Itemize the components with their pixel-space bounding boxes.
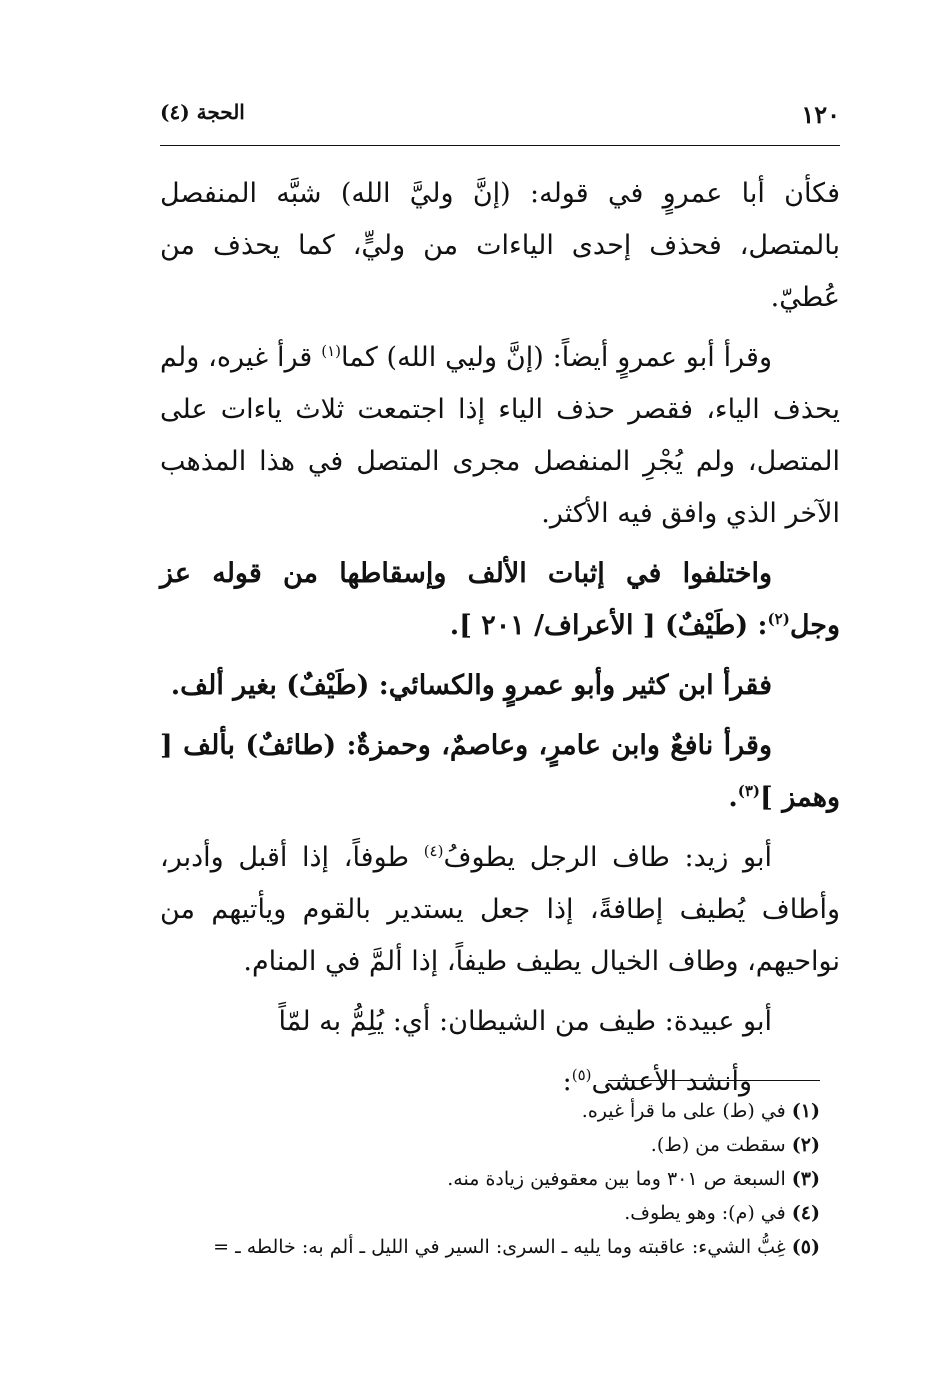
footnote-divider: [608, 1080, 820, 1081]
footnote-2-number: (٢): [791, 1134, 820, 1156]
footnote-3: [120, 1162, 820, 1196]
footnote-4-number: (٤): [791, 1202, 820, 1224]
paragraph-1: [160, 168, 840, 324]
paragraph-2-text-after: قرأ غيره، ولم يحذف الياء، فقصر حذف الياء إذا اجتمعت ثلاث ياءات على المتصل، ولم يُجْرِ المنفصل مجرى المتصل في هذا المذهب الآخر الذي وافق فيه الأكثر.: [160, 342, 840, 529]
paragraph-7: [160, 996, 840, 1048]
paragraph-2: [160, 332, 840, 540]
paragraph-5: [160, 720, 840, 824]
footnote-1: [120, 1094, 820, 1128]
footnote-5: [120, 1230, 820, 1264]
footnote-ref-4: (٤): [423, 842, 444, 860]
paragraph-3-text-after: : (طَيْفٌ) [ الأعراف/ ٢٠١ ].: [449, 610, 768, 641]
footnote-ref-2: (٢): [767, 610, 790, 628]
paragraph-7-text: أبو عبيدة: طيف من الشيطان: أي: يُلِمُّ به لمّاً: [278, 1006, 772, 1037]
main-text: [160, 168, 840, 1116]
paragraph-4: [160, 660, 840, 712]
footnote-ref-5: (٥): [571, 1066, 592, 1084]
footnote-5-number: (٥): [791, 1236, 820, 1258]
paragraph-3: [160, 548, 840, 652]
header-divider: [160, 145, 840, 146]
running-title: الحجة (٤): [160, 100, 245, 124]
footnote-4-text: في (م): وهو يطوف.: [624, 1202, 786, 1224]
footnote-5-text: غِبُّ الشيء: عاقبته وما يليه ـ السرى: السير في الليل ـ ألم به: خالطه ـ =: [213, 1236, 786, 1258]
footnote-2-text: سقطت من (ط).: [650, 1134, 786, 1156]
paragraph-5-text-after: .: [728, 782, 738, 813]
paragraph-3-text-before: واختلفوا في إثبات الألف وإسقاطها من قوله عز وجل: [160, 558, 840, 641]
footnote-ref-3: (٣): [737, 782, 761, 800]
footnote-3-text: السبعة ص ٣٠١ وما بين معقوفين زيادة منه.: [447, 1168, 786, 1190]
paragraph-6: [160, 832, 840, 988]
footnote-1-text: في (ط) على ما قرأ غيره.: [581, 1100, 786, 1122]
footnote-4: [120, 1196, 820, 1230]
paragraph-8-text-before: وأنشد الأعشى: [591, 1066, 752, 1097]
footnote-2: [120, 1128, 820, 1162]
page-header: [160, 98, 840, 134]
footnotes: [120, 1094, 820, 1264]
paragraph-1-text: فكأن أبا عمروٍ في قوله: (إنَّ وليَّ الله) شبَّه المنفصل بالمتصل، فحذف إحدى الياءات من وليٍّ، كما يحذف من عُطيّ.: [160, 178, 840, 313]
footnote-ref-1: (١): [321, 342, 341, 360]
paragraph-8-text-after: :: [562, 1066, 572, 1097]
paragraph-6-text-before: أبو زيد: طاف الرجل يطوفُ: [443, 842, 772, 873]
footnote-1-number: (١): [791, 1100, 820, 1122]
paragraph-6-text-after: طوفاً، إذا أقبل وأدبر، وأطاف يُطيف إطافةً، إذا جعل يستدير بالقوم ويأتيهم من نواحيهم، وطاف الخيال يطيف طيفاً، إذا ألمَّ في المنام.: [160, 842, 840, 977]
paragraph-5-text-before: وقرأ نافعٌ وابن عامرٍ، وعاصمٌ، وحمزةٌ: (طائفٌ) بألف [ وهمز ]: [160, 730, 840, 813]
footnote-3-number: (٣): [791, 1168, 820, 1190]
paragraph-4-text: فقرأ ابن كثير وأبو عمروٍ والكسائي: (طَيْفٌ) بغير ألف.: [170, 670, 772, 701]
paragraph-2-text-before: وقرأ أبو عمروٍ أيضاً: (إنَّ وليي الله) كما: [340, 342, 772, 373]
page-number: ١٢٠: [801, 100, 840, 129]
